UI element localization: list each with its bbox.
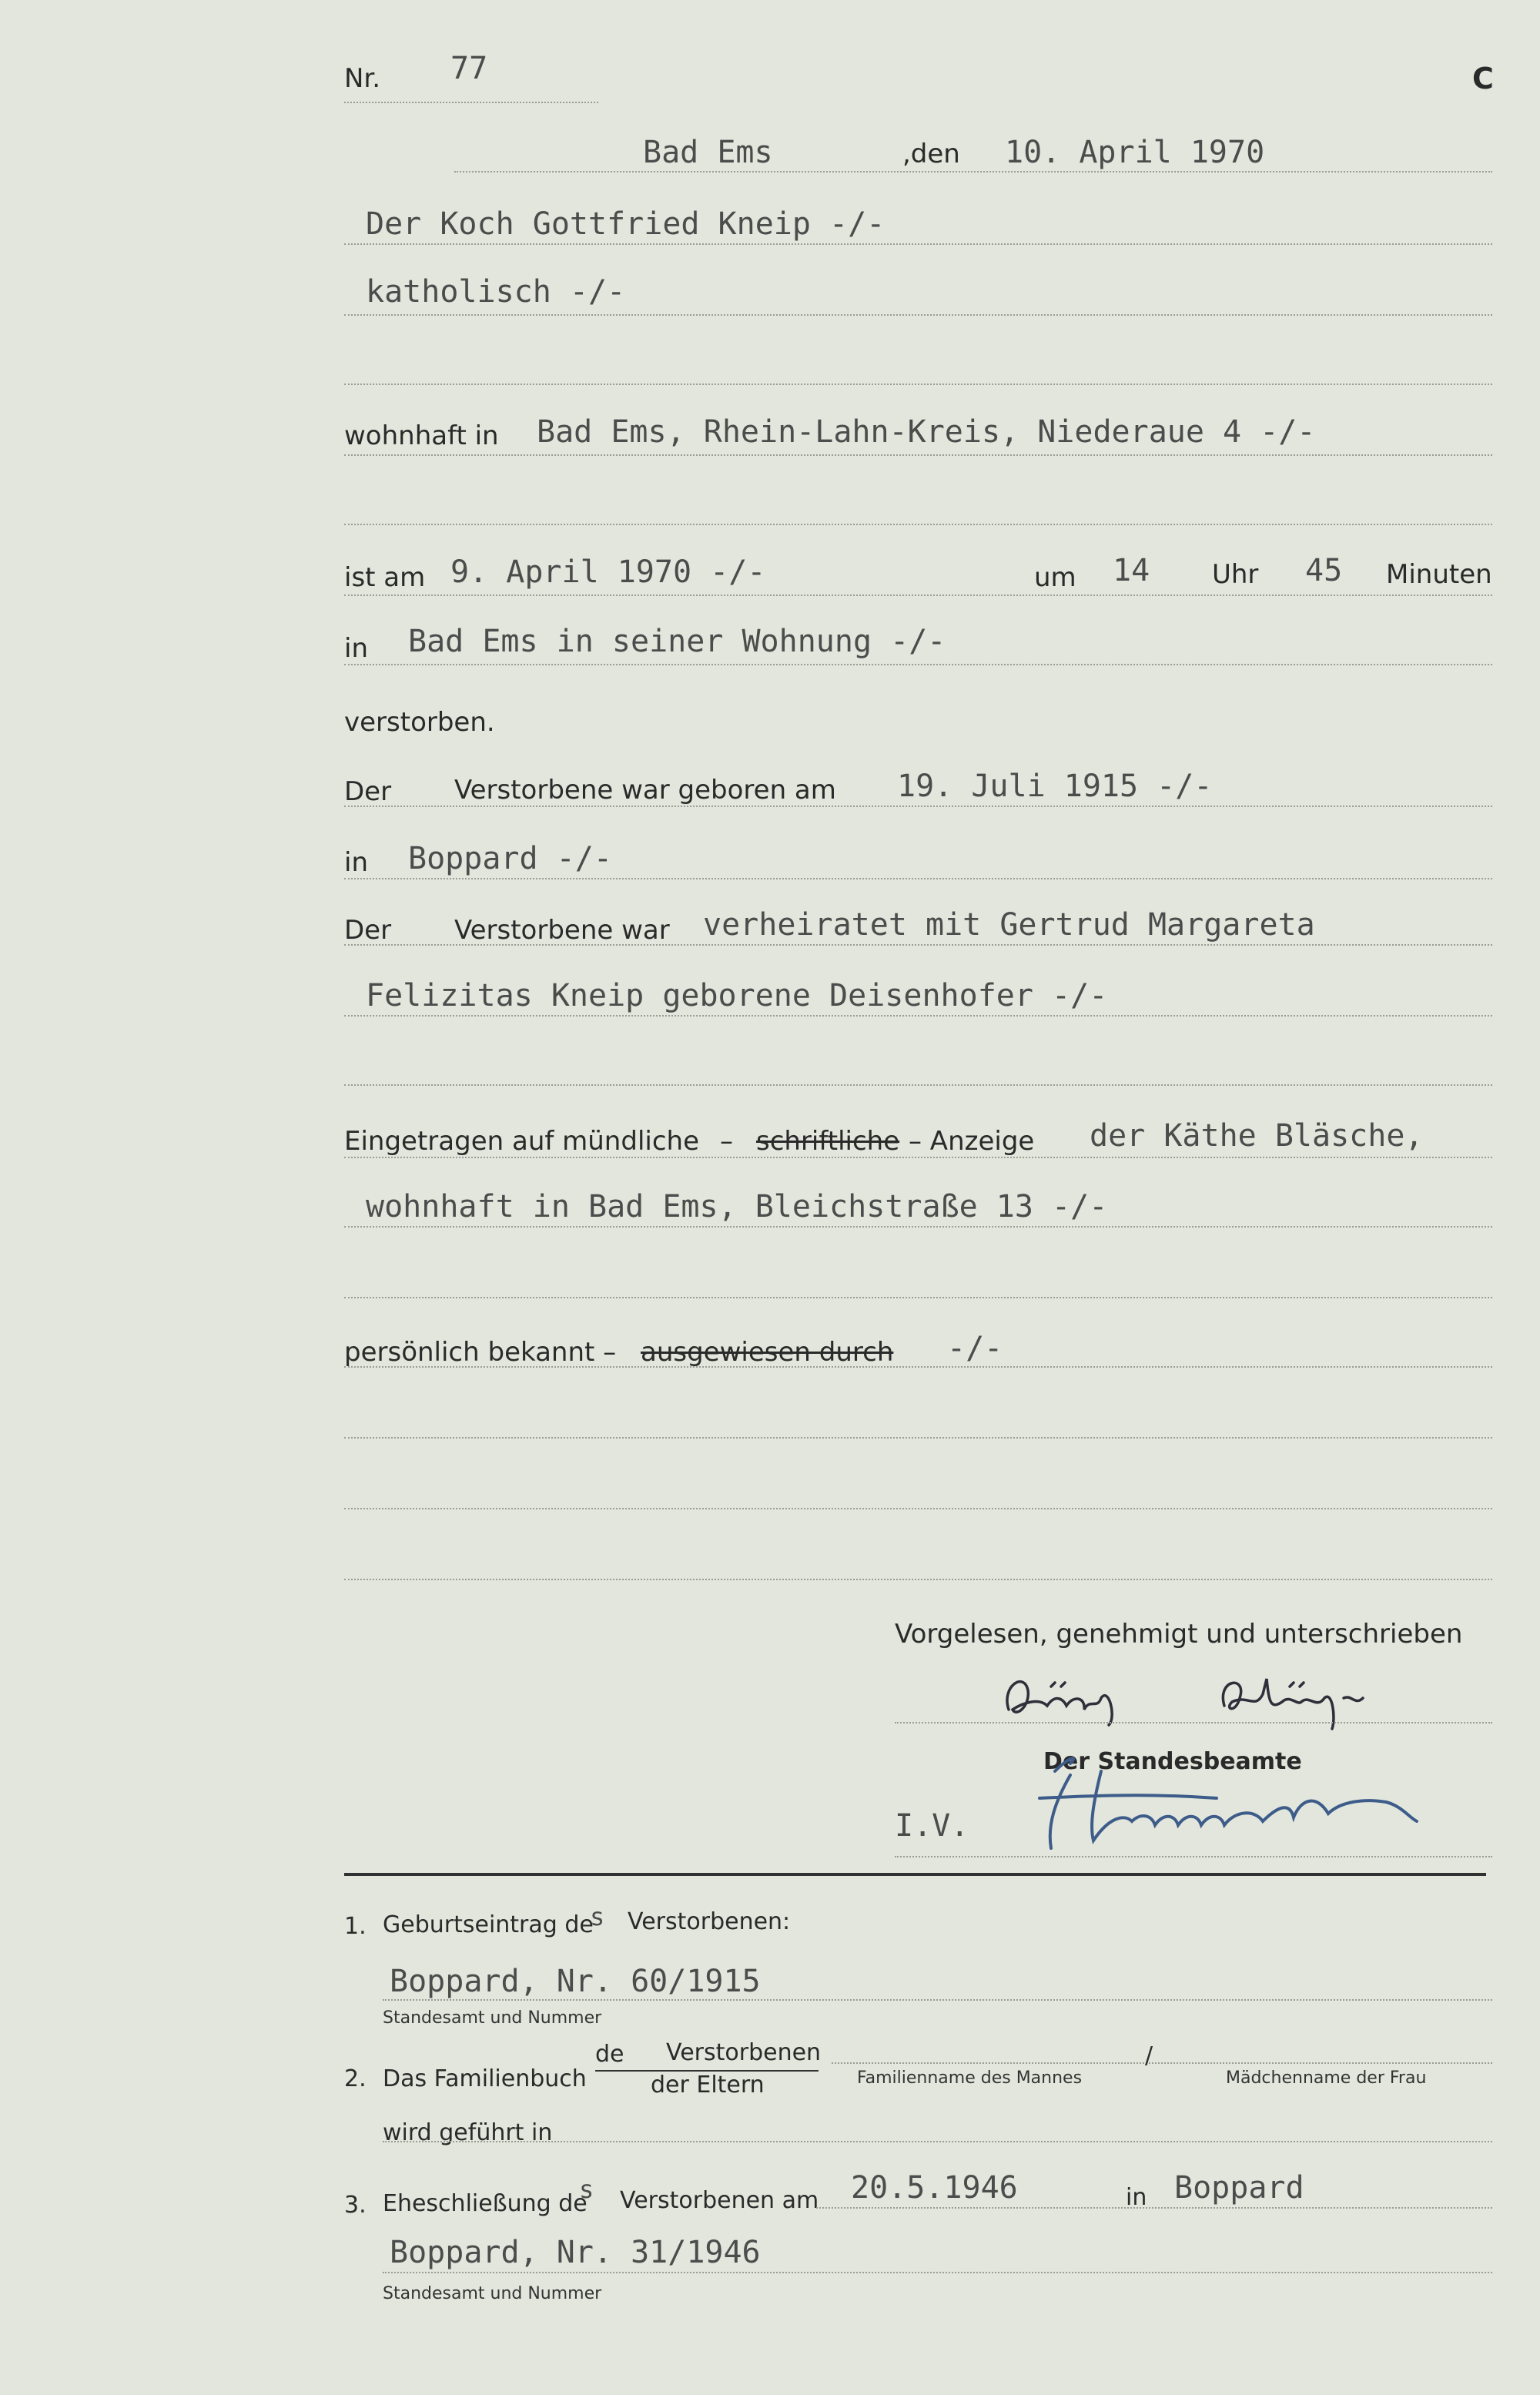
eingetragen-label: Eingetragen auf mündliche	[344, 1126, 699, 1157]
rule-entry-2	[344, 1226, 1492, 1228]
item2-verstorbenen: Verstorbenen	[666, 2039, 822, 2066]
item2-label: Das Familienbuch	[383, 2065, 587, 2092]
item2-number: 2.	[344, 2065, 367, 2092]
residence-value: Bad Ems, Rhein-Lahn-Kreis, Niederaue 4 -/-	[537, 414, 1316, 450]
standesamt-caption-2: Standesamt und Nummer	[383, 2284, 602, 2303]
identification-label: persönlich bekannt –	[344, 1337, 617, 1368]
marital-der-label: Der	[344, 915, 392, 946]
rule-blank-4	[344, 1297, 1492, 1298]
nr-label: Nr.	[344, 63, 381, 94]
rule-birth-date	[344, 806, 1492, 807]
deceased-name: Der Koch Gottfried Kneip -/-	[366, 206, 886, 242]
death-date-label: ist am	[344, 562, 426, 593]
minuten-label: Minuten	[1386, 559, 1492, 590]
rule-blank-3	[344, 1084, 1492, 1086]
item3-s: s	[579, 2175, 594, 2204]
item3-place: Boppard	[1174, 2170, 1304, 2206]
dash-1: –	[720, 1126, 733, 1157]
item2-eltern: der Eltern	[651, 2072, 765, 2099]
struck-ausgewiesen: ausgewiesen durch	[641, 1337, 894, 1368]
item3-date: 20.5.1946	[851, 2170, 1018, 2206]
item1-number: 1.	[344, 1913, 367, 1940]
standesamt-caption-1: Standesamt und Nummer	[383, 2008, 602, 2028]
rule-signature-2	[895, 1856, 1492, 1857]
informant-line-2: wohnhaft in Bad Ems, Bleichstraße 13 -/-	[366, 1189, 1108, 1224]
rule-signature-1	[895, 1722, 1492, 1723]
rule-item3-date	[816, 2207, 1492, 2209]
registrar-title: Der Standesbeamte	[1043, 1748, 1302, 1775]
marital-line-1: verheiratet mit Gertrud Margareta	[703, 907, 1315, 943]
rule-item2	[383, 2141, 1492, 2142]
birth-der-label: Der	[344, 776, 392, 807]
birth-date: 19. Juli 1915 -/-	[897, 769, 1213, 804]
rule-birth-place	[344, 878, 1492, 879]
read-approved-text: Vorgelesen, genehmigt und unterschrieben	[895, 1619, 1463, 1650]
iv-label: I.V.	[895, 1808, 969, 1844]
rule-religion	[344, 314, 1492, 316]
identification-value: -/-	[947, 1331, 1003, 1366]
rule-death-place	[344, 664, 1492, 665]
item3-in: in	[1126, 2184, 1147, 2211]
item3-number: 3.	[344, 2192, 367, 2219]
entry-number: 77	[450, 51, 488, 86]
rule-item1	[383, 1999, 1492, 2001]
item1-value: Boppard, Nr. 60/1915	[390, 1964, 761, 1999]
death-place-label: in	[344, 633, 368, 664]
struck-schriftliche: schriftliche	[756, 1126, 900, 1157]
rule-date	[454, 171, 1492, 173]
death-hour: 14	[1113, 553, 1150, 588]
birth-place: Boppard -/-	[408, 841, 612, 876]
item2-slash: /	[1145, 2042, 1153, 2069]
birth-place-label: in	[344, 847, 368, 878]
rule-blank-1	[344, 384, 1492, 385]
rule-blank-5	[344, 1437, 1492, 1439]
item2-familienname: Familienname des Mannes	[857, 2068, 1083, 2088]
rule-marital-1	[344, 944, 1492, 946]
item2-maedchenname: Mädchenname der Frau	[1226, 2068, 1427, 2088]
death-date: 9. April 1970 -/-	[450, 554, 766, 590]
marital-text-label: Verstorbene war	[454, 915, 670, 946]
item3-label-2: Verstorbenen am	[620, 2187, 819, 2214]
corner-letter: C	[1472, 62, 1494, 95]
um-label: um	[1034, 562, 1076, 593]
anzeige-label: – Anzeige	[909, 1126, 1035, 1157]
den-label: ,den	[902, 139, 960, 169]
rule-entry-1	[344, 1157, 1492, 1158]
marital-line-2: Felizitas Kneip geborene Deisenhofer -/-	[366, 978, 1108, 1013]
rule-residence	[344, 454, 1492, 456]
registration-date: 10. April 1970	[1005, 135, 1265, 170]
rule-death-date	[344, 595, 1492, 596]
rule-blank-6	[344, 1508, 1492, 1509]
rule-item2-names	[832, 2062, 1492, 2064]
birth-text-label: Verstorbene war geboren am	[454, 775, 836, 806]
death-place: Bad Ems in seiner Wohnung -/-	[408, 624, 946, 659]
rule-blank-7	[344, 1579, 1492, 1580]
item3-value: Boppard, Nr. 31/1946	[390, 2235, 761, 2270]
item2-wird: wird geführt in	[383, 2119, 553, 2146]
rule-identification	[344, 1366, 1492, 1368]
item1-label: Geburtseintrag de	[383, 1911, 594, 1938]
rule-item3	[383, 2272, 1492, 2273]
uhr-label: Uhr	[1212, 559, 1259, 590]
item3-label: Eheschließung de	[383, 2190, 588, 2217]
informant-line-1: der Käthe Bläsche,	[1090, 1118, 1424, 1154]
place-of-registration: Bad Ems	[643, 135, 773, 170]
registrar-signature	[1024, 1740, 1455, 1856]
rule-nr	[344, 102, 598, 103]
item1-label-2: Verstorbenen:	[628, 1908, 791, 1935]
religion: katholisch -/-	[366, 274, 626, 310]
rule-name	[344, 243, 1492, 245]
item2-de: de	[595, 2041, 624, 2068]
residence-label: wohnhaft in	[344, 420, 499, 451]
verstorben-label: verstorben.	[344, 707, 495, 738]
death-minutes: 45	[1305, 553, 1343, 588]
item1-s: s	[590, 1902, 605, 1931]
footer-divider	[344, 1873, 1486, 1876]
rule-blank-2	[344, 524, 1492, 525]
rule-marital-2	[344, 1015, 1492, 1017]
